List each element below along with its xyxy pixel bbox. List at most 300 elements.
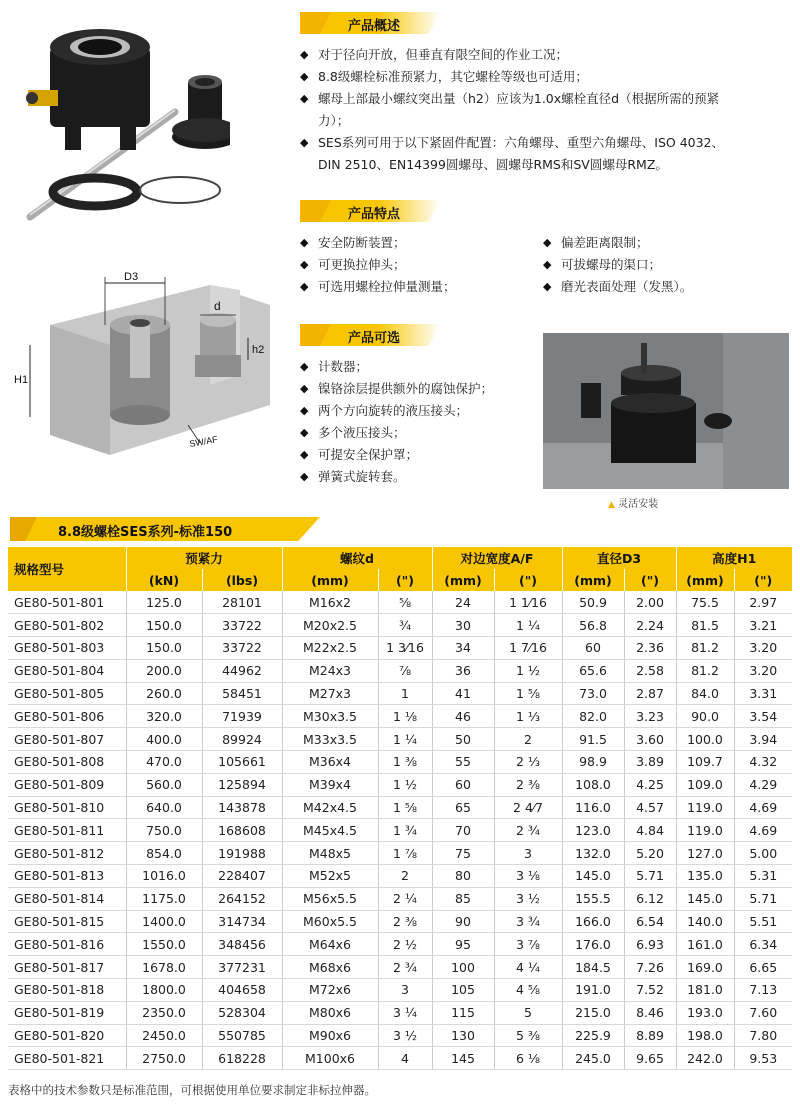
table-row <box>8 1024 792 1047</box>
value-cell: 3.60 <box>624 728 676 751</box>
feature-item: ◆ 偏差距离限制； <box>543 232 793 254</box>
feature-item: ◆ 可更换拉伸头； <box>300 254 530 276</box>
value-cell: M33x3.5 <box>282 728 378 751</box>
tensioner-product-image <box>10 12 230 222</box>
model-cell: GE80-501-815 <box>8 910 126 933</box>
value-cell: 560.0 <box>126 773 202 796</box>
value-cell: 130 <box>432 1024 494 1047</box>
option-item: ◆ 镍铬涂层提供额外的腐蚀保护； <box>300 378 540 400</box>
value-cell: 140.0 <box>676 910 734 933</box>
value-cell: 50.9 <box>562 591 624 614</box>
footnote: 表格中的技术参数只是标准范围，可根据使用单位要求制定非标拉伸器。 <box>8 1083 376 1097</box>
value-cell: 3.89 <box>624 751 676 774</box>
value-cell: 127.0 <box>676 842 734 865</box>
table-row <box>8 865 792 888</box>
value-cell: 314734 <box>202 910 282 933</box>
table-row <box>8 659 792 682</box>
value-cell: 2 ⅜ <box>378 910 432 933</box>
header-h1: 高度H1 <box>676 547 792 569</box>
unit-header: (") <box>624 569 676 591</box>
model-cell: GE80-501-809 <box>8 773 126 796</box>
value-cell: 7.60 <box>734 1001 792 1024</box>
value-cell: 3 <box>378 979 432 1002</box>
value-cell: 143878 <box>202 796 282 819</box>
value-cell: 1678.0 <box>126 956 202 979</box>
value-cell: 90 <box>432 910 494 933</box>
value-cell: 1 ¾ <box>378 819 432 842</box>
value-cell: 2.97 <box>734 591 792 614</box>
model-cell: GE80-501-813 <box>8 865 126 888</box>
value-cell: 9.65 <box>624 1047 676 1070</box>
value-cell: 2.00 <box>624 591 676 614</box>
table-row <box>8 705 792 728</box>
option-item: ◆ 两个方向旋转的液压接头； <box>300 400 540 422</box>
value-cell: 30 <box>432 614 494 637</box>
value-cell: 3.31 <box>734 682 792 705</box>
value-cell: 3.54 <box>734 705 792 728</box>
features-list-right <box>543 232 793 298</box>
value-cell: 65.6 <box>562 659 624 682</box>
value-cell: 1400.0 <box>126 910 202 933</box>
value-cell: 3.20 <box>734 659 792 682</box>
value-cell: 90.0 <box>676 705 734 728</box>
unit-header: (kN) <box>126 569 202 591</box>
unit-header: (") <box>734 569 792 591</box>
features-heading <box>300 200 440 222</box>
value-cell: 404658 <box>202 979 282 1002</box>
feature-item: ◆ 可拔螺母的渠口； <box>543 254 793 276</box>
unit-header: (mm) <box>432 569 494 591</box>
model-cell: GE80-501-814 <box>8 887 126 910</box>
value-cell: 58451 <box>202 682 282 705</box>
value-cell: 5.71 <box>734 887 792 910</box>
value-cell: M22x2.5 <box>282 637 378 660</box>
table-row <box>8 1047 792 1070</box>
value-cell: 5.31 <box>734 865 792 888</box>
value-cell: 2 ½ <box>378 933 432 956</box>
value-cell: 3.94 <box>734 728 792 751</box>
value-cell: 46 <box>432 705 494 728</box>
value-cell: 6.65 <box>734 956 792 979</box>
model-cell: GE80-501-821 <box>8 1047 126 1070</box>
value-cell: 2 ⅜ <box>494 773 562 796</box>
value-cell: 320.0 <box>126 705 202 728</box>
overview-item: ◆ SES系列可用于以下紧固件配置：六角螺母、重型六角螺母、ISO 4032、 <box>300 132 795 154</box>
value-cell: 1 ½ <box>494 659 562 682</box>
value-cell: 215.0 <box>562 1001 624 1024</box>
overview-item: ◆ 8.8级螺栓标准预紧力，其它螺栓等级也可适用； <box>300 66 795 88</box>
model-cell: GE80-501-807 <box>8 728 126 751</box>
value-cell: 4.32 <box>734 751 792 774</box>
value-cell: M68x6 <box>282 956 378 979</box>
value-cell: 115 <box>432 1001 494 1024</box>
value-cell: 81.2 <box>676 659 734 682</box>
value-cell: 3.23 <box>624 705 676 728</box>
header-d3: 直径D3 <box>562 547 676 569</box>
value-cell: 193.0 <box>676 1001 734 1024</box>
value-cell: 2.36 <box>624 637 676 660</box>
value-cell: 168608 <box>202 819 282 842</box>
model-cell: GE80-501-808 <box>8 751 126 774</box>
value-cell: 41 <box>432 682 494 705</box>
value-cell: 1 ¼ <box>378 728 432 751</box>
value-cell: 4 ¼ <box>494 956 562 979</box>
value-cell: 1016.0 <box>126 865 202 888</box>
value-cell: 3.21 <box>734 614 792 637</box>
label-d: d <box>214 299 221 313</box>
table-row <box>8 956 792 979</box>
value-cell: 65 <box>432 796 494 819</box>
value-cell: 73.0 <box>562 682 624 705</box>
model-cell: GE80-501-801 <box>8 591 126 614</box>
value-cell: 44962 <box>202 659 282 682</box>
model-cell: GE80-501-816 <box>8 933 126 956</box>
table-title: 8.8级螺栓SES系列-标准150 <box>58 525 233 540</box>
value-cell: 8.89 <box>624 1024 676 1047</box>
value-cell: 5.71 <box>624 865 676 888</box>
model-cell: GE80-501-819 <box>8 1001 126 1024</box>
value-cell: M45x4.5 <box>282 819 378 842</box>
value-cell: M52x5 <box>282 865 378 888</box>
value-cell: 2 4⁄7 <box>494 796 562 819</box>
option-item: ◆ 计数器； <box>300 356 540 378</box>
dimension-diagram <box>10 265 270 465</box>
value-cell: 116.0 <box>562 796 624 819</box>
table-row <box>8 910 792 933</box>
value-cell: 33722 <box>202 637 282 660</box>
model-cell: GE80-501-817 <box>8 956 126 979</box>
overview-item-cont: 力）； <box>318 113 350 128</box>
value-cell: 2.87 <box>624 682 676 705</box>
value-cell: 5.51 <box>734 910 792 933</box>
features-title: 产品特点 <box>348 207 401 222</box>
value-cell: 2 ⅓ <box>494 751 562 774</box>
feature-item: ◆ 安全防断装置； <box>300 232 530 254</box>
value-cell: 7.52 <box>624 979 676 1002</box>
table-row <box>8 773 792 796</box>
unit-header: (") <box>378 569 432 591</box>
options-list <box>300 356 540 488</box>
table-row <box>8 682 792 705</box>
value-cell: 70 <box>432 819 494 842</box>
value-cell: 3 ½ <box>378 1024 432 1047</box>
overview-item: ◆ 对于径向开放，但垂直有限空间的作业工况； <box>300 44 795 66</box>
table-row <box>8 591 792 614</box>
value-cell: 750.0 <box>126 819 202 842</box>
value-cell: 56.8 <box>562 614 624 637</box>
model-cell: GE80-501-804 <box>8 659 126 682</box>
table-heading <box>10 517 320 541</box>
value-cell: 1800.0 <box>126 979 202 1002</box>
value-cell: 75 <box>432 842 494 865</box>
table-row <box>8 614 792 637</box>
header-model: 规格型号 <box>8 547 126 591</box>
value-cell: 89924 <box>202 728 282 751</box>
value-cell: 5.00 <box>734 842 792 865</box>
value-cell: 1 ¼ <box>494 614 562 637</box>
value-cell: 2350.0 <box>126 1001 202 1024</box>
value-cell: 5 ⅜ <box>494 1024 562 1047</box>
value-cell: 7.80 <box>734 1024 792 1047</box>
value-cell: 4.69 <box>734 819 792 842</box>
value-cell: 50 <box>432 728 494 751</box>
model-cell: GE80-501-805 <box>8 682 126 705</box>
value-cell: ⅝ <box>378 591 432 614</box>
value-cell: 8.46 <box>624 1001 676 1024</box>
table-row <box>8 1001 792 1024</box>
value-cell: M80x6 <box>282 1001 378 1024</box>
value-cell: 550785 <box>202 1024 282 1047</box>
value-cell: 145.0 <box>562 865 624 888</box>
value-cell: 7.26 <box>624 956 676 979</box>
value-cell: M56x5.5 <box>282 887 378 910</box>
value-cell: 100 <box>432 956 494 979</box>
value-cell: 98.9 <box>562 751 624 774</box>
value-cell: 3.20 <box>734 637 792 660</box>
value-cell: 95 <box>432 933 494 956</box>
options-heading <box>300 324 440 346</box>
value-cell: 242.0 <box>676 1047 734 1070</box>
value-cell: 191988 <box>202 842 282 865</box>
value-cell: M27x3 <box>282 682 378 705</box>
value-cell: 100.0 <box>676 728 734 751</box>
value-cell: ⅞ <box>378 659 432 682</box>
value-cell: 150.0 <box>126 637 202 660</box>
value-cell: 1 ½ <box>378 773 432 796</box>
value-cell: M48x5 <box>282 842 378 865</box>
value-cell: 181.0 <box>676 979 734 1002</box>
unit-header: (") <box>494 569 562 591</box>
feature-item: ◆ 可选用螺栓拉伸量测量； <box>300 276 530 298</box>
value-cell: 470.0 <box>126 751 202 774</box>
value-cell: 169.0 <box>676 956 734 979</box>
table-row <box>8 637 792 660</box>
option-item: ◆ 可提安全保护罩； <box>300 444 540 466</box>
value-cell: 1550.0 <box>126 933 202 956</box>
value-cell: 1 <box>378 682 432 705</box>
value-cell: 125.0 <box>126 591 202 614</box>
overview-item-cont: DIN 2510、EN14399圆螺母、圆螺母RMS和SV圆螺母RMZ。 <box>318 157 668 172</box>
value-cell: 125894 <box>202 773 282 796</box>
value-cell: 6.93 <box>624 933 676 956</box>
value-cell: 7.13 <box>734 979 792 1002</box>
label-d3: D3 <box>124 271 139 283</box>
value-cell: 4.25 <box>624 773 676 796</box>
model-cell: GE80-501-803 <box>8 637 126 660</box>
value-cell: 108.0 <box>562 773 624 796</box>
value-cell: 264152 <box>202 887 282 910</box>
value-cell: 4.69 <box>734 796 792 819</box>
value-cell: 6.34 <box>734 933 792 956</box>
header-thread: 螺纹d <box>282 547 432 569</box>
value-cell: 135.0 <box>676 865 734 888</box>
value-cell: 166.0 <box>562 910 624 933</box>
value-cell: 75.5 <box>676 591 734 614</box>
value-cell: 377231 <box>202 956 282 979</box>
header-af: 对边宽度A/F <box>432 547 562 569</box>
value-cell: 640.0 <box>126 796 202 819</box>
value-cell: 109.7 <box>676 751 734 774</box>
value-cell: M100x6 <box>282 1047 378 1070</box>
value-cell: 82.0 <box>562 705 624 728</box>
value-cell: 191.0 <box>562 979 624 1002</box>
value-cell: 1 ⅝ <box>494 682 562 705</box>
table-row <box>8 887 792 910</box>
model-cell: GE80-501-812 <box>8 842 126 865</box>
value-cell: 5 <box>494 1001 562 1024</box>
value-cell: 854.0 <box>126 842 202 865</box>
value-cell: 3 ¾ <box>494 910 562 933</box>
overview-title: 产品概述 <box>348 19 401 34</box>
value-cell: 84.0 <box>676 682 734 705</box>
value-cell: 28101 <box>202 591 282 614</box>
value-cell: 2 ¾ <box>494 819 562 842</box>
value-cell: 348456 <box>202 933 282 956</box>
value-cell: 119.0 <box>676 819 734 842</box>
value-cell: 176.0 <box>562 933 624 956</box>
table-row <box>8 933 792 956</box>
value-cell: 528304 <box>202 1001 282 1024</box>
table-body <box>8 591 792 1070</box>
value-cell: 2 <box>378 865 432 888</box>
features-list-left <box>300 232 530 298</box>
unit-header: (mm) <box>676 569 734 591</box>
value-cell: 123.0 <box>562 819 624 842</box>
value-cell: 145 <box>432 1047 494 1070</box>
value-cell: 85 <box>432 887 494 910</box>
label-h1: H1 <box>14 374 29 386</box>
value-cell: 3 <box>494 842 562 865</box>
value-cell: 80 <box>432 865 494 888</box>
value-cell: 60 <box>562 637 624 660</box>
value-cell: 1175.0 <box>126 887 202 910</box>
photo-caption <box>608 495 658 510</box>
value-cell: 200.0 <box>126 659 202 682</box>
value-cell: 161.0 <box>676 933 734 956</box>
value-cell: 2.58 <box>624 659 676 682</box>
table-row <box>8 979 792 1002</box>
value-cell: 119.0 <box>676 796 734 819</box>
label-swaf: SW/AF <box>188 434 219 449</box>
feature-item: ◆ 磨光表面处理（发黑）。 <box>543 276 793 298</box>
overview-item: ◆ 螺母上部最小螺纹突出量（h2）应该为1.0x螺栓直径d（根据所需的预紧 <box>300 88 795 110</box>
value-cell: 6.12 <box>624 887 676 910</box>
value-cell: 1 ⅝ <box>378 796 432 819</box>
value-cell: 71939 <box>202 705 282 728</box>
photo-caption-text: 灵活安装 <box>618 499 659 510</box>
value-cell: 184.5 <box>562 956 624 979</box>
value-cell: 132.0 <box>562 842 624 865</box>
model-cell: GE80-501-806 <box>8 705 126 728</box>
value-cell: ¾ <box>378 614 432 637</box>
value-cell: 109.0 <box>676 773 734 796</box>
value-cell: 91.5 <box>562 728 624 751</box>
label-h2: h2 <box>252 344 265 356</box>
value-cell: 4.57 <box>624 796 676 819</box>
value-cell: 3 ¼ <box>378 1001 432 1024</box>
triangle-icon: ▲ <box>608 500 615 510</box>
value-cell: 36 <box>432 659 494 682</box>
value-cell: 55 <box>432 751 494 774</box>
option-item: ◆ 弹簧式旋转套。 <box>300 466 540 488</box>
value-cell: 2450.0 <box>126 1024 202 1047</box>
table-row <box>8 796 792 819</box>
value-cell: 1 1⁄16 <box>494 591 562 614</box>
value-cell: M42x4.5 <box>282 796 378 819</box>
value-cell: M24x3 <box>282 659 378 682</box>
value-cell: 228407 <box>202 865 282 888</box>
value-cell: 4 <box>378 1047 432 1070</box>
table-row <box>8 751 792 774</box>
value-cell: 81.2 <box>676 637 734 660</box>
value-cell: 81.5 <box>676 614 734 637</box>
value-cell: 6 ⅛ <box>494 1047 562 1070</box>
value-cell: 3 ⅞ <box>494 933 562 956</box>
model-cell: GE80-501-811 <box>8 819 126 842</box>
value-cell: 1 ⅓ <box>494 705 562 728</box>
value-cell: 6.54 <box>624 910 676 933</box>
value-cell: 618228 <box>202 1047 282 1070</box>
value-cell: 24 <box>432 591 494 614</box>
value-cell: 260.0 <box>126 682 202 705</box>
value-cell: 245.0 <box>562 1047 624 1070</box>
value-cell: M20x2.5 <box>282 614 378 637</box>
value-cell: 155.5 <box>562 887 624 910</box>
value-cell: 150.0 <box>126 614 202 637</box>
value-cell: M60x5.5 <box>282 910 378 933</box>
value-cell: 225.9 <box>562 1024 624 1047</box>
value-cell: 1 ⅜ <box>378 751 432 774</box>
value-cell: M72x6 <box>282 979 378 1002</box>
value-cell: 1 ⅛ <box>378 705 432 728</box>
table-row <box>8 728 792 751</box>
value-cell: 4.29 <box>734 773 792 796</box>
overview-list <box>300 44 795 176</box>
value-cell: 2 ¼ <box>378 887 432 910</box>
value-cell: 2.24 <box>624 614 676 637</box>
value-cell: M90x6 <box>282 1024 378 1047</box>
value-cell: M64x6 <box>282 933 378 956</box>
value-cell: 4 ⅝ <box>494 979 562 1002</box>
unit-header: (mm) <box>282 569 378 591</box>
value-cell: 3 ½ <box>494 887 562 910</box>
model-cell: GE80-501-820 <box>8 1024 126 1047</box>
value-cell: M36x4 <box>282 751 378 774</box>
model-cell: GE80-501-810 <box>8 796 126 819</box>
value-cell: 33722 <box>202 614 282 637</box>
value-cell: 2 <box>494 728 562 751</box>
model-cell: GE80-501-818 <box>8 979 126 1002</box>
value-cell: 60 <box>432 773 494 796</box>
value-cell: 3 ⅛ <box>494 865 562 888</box>
value-cell: 2750.0 <box>126 1047 202 1070</box>
options-title: 产品可选 <box>348 331 401 346</box>
value-cell: 1 3⁄16 <box>378 637 432 660</box>
unit-header: (mm) <box>562 569 624 591</box>
spec-table <box>8 547 792 1070</box>
value-cell: 4.84 <box>624 819 676 842</box>
value-cell: 145.0 <box>676 887 734 910</box>
table-row <box>8 842 792 865</box>
value-cell: 34 <box>432 637 494 660</box>
value-cell: 105661 <box>202 751 282 774</box>
value-cell: 400.0 <box>126 728 202 751</box>
value-cell: 105 <box>432 979 494 1002</box>
value-cell: 9.53 <box>734 1047 792 1070</box>
value-cell: 1 ⅞ <box>378 842 432 865</box>
header-preload: 预紧力 <box>126 547 282 569</box>
unit-header: (lbs) <box>202 569 282 591</box>
